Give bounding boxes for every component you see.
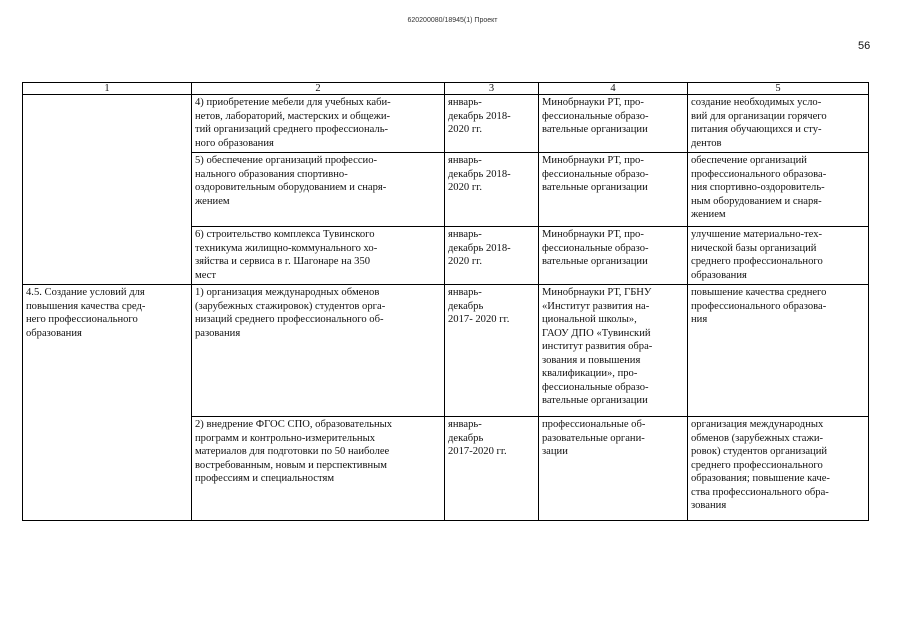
- executor-cell: Минобрнауки РТ, про- фессиональные образо- вательные организации: [539, 227, 688, 285]
- executor-cell: Минобрнауки РТ, про- фессиональные образо- вательные организации: [539, 95, 688, 153]
- header-col-5: 5: [688, 83, 869, 95]
- period-cell: январь- декабрь 2017- 2020 гг.: [445, 285, 539, 417]
- period-cell: январь- декабрь 2018- 2020 гг.: [445, 227, 539, 285]
- result-cell: повышение качества среднего профессионального образова- ния: [688, 285, 869, 417]
- result-cell: создание необходимых усло- вий для организации горячего питания обучающихся и сту- дентов: [688, 95, 869, 153]
- period-cell: январь- декабрь 2017-2020 гг.: [445, 417, 539, 521]
- executor-cell: профессиональные об- разовательные органи- зации: [539, 417, 688, 521]
- executor-cell: Минобрнауки РТ, про- фессиональные образо- вательные организации: [539, 153, 688, 227]
- result-cell: улучшение материально-тех- нической базы организаций среднего профессионального образования: [688, 227, 869, 285]
- measure-cell: 4) приобретение мебели для учебных каби- нетов, лабораторий, мастерских и общежи- тий организаций среднего профессиональ- ного образования: [192, 95, 445, 153]
- document-id: 620200080/18945(1) Проект: [407, 17, 498, 24]
- measure-cell: 1) организация международных обменов (зарубежных стажировок) студентов орга- низаций среднего профессионального об- разования: [192, 285, 445, 417]
- table-header-row: [23, 83, 869, 95]
- result-cell: обеспечение организаций профессионального образова- ния спортивно-оздоровитель- ным оборудованием и снаря- жением: [688, 153, 869, 227]
- plan-table: [22, 82, 869, 521]
- executor-cell: Минобрнауки РТ, ГБНУ «Институт развития на- циональной школы», ГАОУ ДПО «Тувинский институт развития обра- зования и повышения квалификации», про- фессиональные образо- вательные организации: [539, 285, 688, 417]
- result-cell: организация международных обменов (зарубежных стажи- ровок) студентов организаций среднего профессионального образования; повышение каче- ства профессионального обра- зования: [688, 417, 869, 521]
- period-cell: январь- декабрь 2018- 2020 гг.: [445, 95, 539, 153]
- section-cell: 4.5. Создание условий для повышения качества сред- него профессионального образования: [23, 285, 192, 521]
- header-col-1: 1: [23, 83, 192, 95]
- header-col-3: 3: [445, 83, 539, 95]
- table-row: [23, 285, 869, 417]
- measure-cell: 2) внедрение ФГОС СПО, образовательных программ и контрольно-измерительных материалов для подготовки по 50 наиболее востребованным, новым и перспективным профессиям и специальностям: [192, 417, 445, 521]
- measure-cell: 6) строительство комплекса Тувинского техникума жилищно-коммунального хо- зяйства и сервиса в г. Шагонаре на 350 мест: [192, 227, 445, 285]
- header-col-2: 2: [192, 83, 445, 95]
- page-number: 56: [858, 40, 871, 52]
- measure-cell: 5) обеспечение организаций профессио- нального образования спортивно- оздоровительным оборудованием и снаря- жением: [192, 153, 445, 227]
- table-row: [23, 95, 869, 153]
- header-col-4: 4: [539, 83, 688, 95]
- period-cell: январь- декабрь 2018- 2020 гг.: [445, 153, 539, 227]
- section-cell: [23, 95, 192, 285]
